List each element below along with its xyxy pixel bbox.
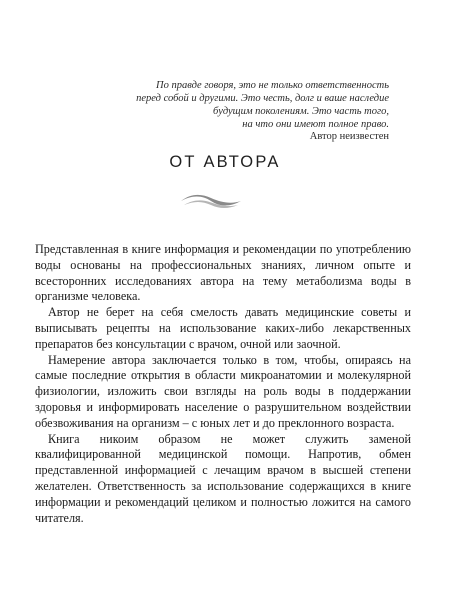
epigraph-line: По правде говоря, это не только ответственность [156, 80, 389, 91]
paragraph: Автор не берет на себя смелость давать медицинские советы и выписывать рецепты на использование каких-либо лекарственных препаратов без консультации с врачом, очной или заочной. [35, 305, 411, 351]
epigraph-line: на что они имеют полное право. [242, 119, 389, 130]
paragraph: Книга никоим образом не может служить заменой квалифицированной медицинской помощи. Напротив, обмен представленной информацией с лечащим врачом в высшей степени желателен. Ответственность за использование содержащихся в книге информации и рекомендаций целиком и полностью ложится на самого читателя. [35, 431, 411, 525]
epigraph-line: перед собой и другими. Это честь, долг и ваше наследие [136, 93, 389, 104]
section-title: ОТ АВТОРА [169, 153, 281, 171]
wave-ornament-icon [180, 192, 242, 210]
epigraph [99, 79, 389, 131]
paragraph: Представленная в книге информация и рекомендации по употреблению воды основаны на профессиональных знаниях, личном опыте и всесторонних исследованиях автора на тему метаболизма воды в организме человека. [35, 242, 411, 304]
paragraph: Намерение автора заключается только в том, чтобы, опираясь на самые последние открытия в области микроанатомии и молекулярной физиологии, изложить свои взгляды на роль воды в поддержании здоровья и информировать население о разрушительном воздействии обезвоживания на организм – с юных лет и до преклонного возраста. [35, 352, 411, 430]
author-note-text [35, 242, 411, 526]
epigraph-line: будущим поколениям. Это часть того, [213, 106, 389, 117]
epigraph-author: Автор неизвестен [309, 131, 389, 142]
